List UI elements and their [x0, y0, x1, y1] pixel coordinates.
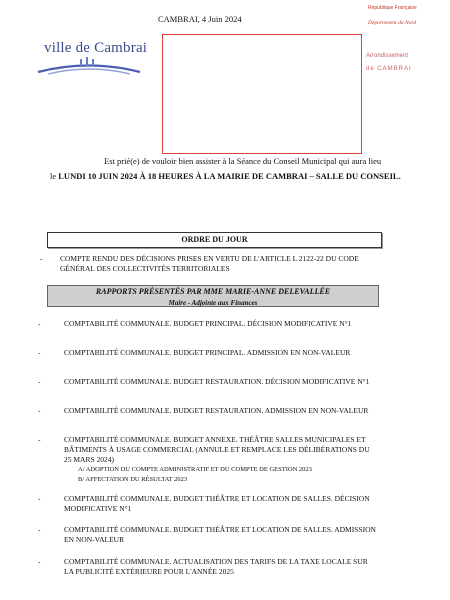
- agenda-item-text: COMPTABILITÉ COMMUNALE. BUDGET PRINCIPAL. ADMISSION EN NON-VALEUR: [64, 348, 351, 357]
- rapports-subtitle: Maire - Adjointe aux Finances: [168, 298, 258, 307]
- compte-rendu-text: COMPTE RENDU DES DÉCISIONS PRISES EN VERTU DE L'ARTICLE L 2122-22 DU CODE GÉNÉRAL DES COLLECTIVITÉS TERRITORIALES: [60, 254, 359, 273]
- letter-date: CAMBRAI, 4 Juin 2024: [158, 14, 242, 24]
- agenda-item: [38, 406, 378, 416]
- item-dash: -: [38, 319, 41, 328]
- meeting-date-suffix: .: [398, 171, 401, 181]
- invitation-paragraph: [50, 154, 420, 184]
- city-logo-text: ville de Cambrai: [44, 40, 148, 56]
- rapports-header: [47, 285, 379, 307]
- agenda-item-text: COMPTABILITÉ COMMUNALE. BUDGET RESTAURATION. ADMISSION EN NON-VALEUR: [64, 406, 369, 415]
- meeting-date: LUNDI 10 JUIN 2024 À 18 HEURES À LA MAIRIE DE CAMBRAI – SALLE DU CONSEIL: [58, 171, 399, 181]
- agenda-item-text: COMPTABILITÉ COMMUNALE. BUDGET ANNEXE. THÉÂTRE SALLES MUNICIPALES ET BÂTIMENTS À USAGE COMMERCIAL (ANNULE ET REMPLACE LES DÉLIBÉRATIONS DU 25 MARS 2024): [64, 435, 370, 464]
- stamp-arrondissement: Arrondissement: [366, 53, 409, 59]
- item-dash: -: [38, 406, 41, 415]
- item-dash: -: [38, 377, 41, 386]
- invitation-line: Est prié(e) de vouloir bien assister à la Séance du Conseil Municipal qui aura lieu: [104, 156, 382, 166]
- compte-rendu-item: [40, 254, 386, 274]
- stamp-republique: République Française: [368, 5, 417, 11]
- agenda-item: [38, 348, 378, 358]
- agenda-item-text: COMPTABILITÉ COMMUNALE. BUDGET PRINCIPAL. DÉCISION MODIFICATIVE N°1: [64, 319, 352, 328]
- item-dash: -: [38, 525, 41, 534]
- agenda-title: ORDRE DU JOUR: [47, 232, 382, 248]
- agenda-item: [38, 557, 378, 577]
- agenda-item: [38, 525, 378, 545]
- agenda-item: [38, 319, 378, 329]
- rapports-title: RAPPORTS PRÉSENTÉS PAR MME MARIE-ANNE DELEVALLÉE: [95, 287, 331, 296]
- item-dash: -: [38, 348, 41, 357]
- item-dash: -: [40, 254, 43, 263]
- item-dash: -: [38, 557, 41, 566]
- agenda-item-text: COMPTABILITÉ COMMUNALE. BUDGET THÉÂTRE ET LOCATION DE SALLES. DÉCISION MODIFICATIVE N°1: [64, 494, 370, 513]
- agenda-item-text: COMPTABILITÉ COMMUNALE. BUDGET RESTAURATION. DÉCISION MODIFICATIVE N°1: [64, 377, 370, 386]
- agenda-subitem: A/ ADOPTION DU COMPTE ADMINISTRATIF ET DU COMPTE DE GESTION 2023: [78, 466, 312, 473]
- stamp-departement: Département du Nord: [368, 20, 417, 26]
- city-logo-icon: [34, 55, 144, 77]
- agenda-item: [38, 377, 378, 387]
- stamp-cambrai: de CAMBRAI: [366, 66, 412, 72]
- agenda-item-text: COMPTABILITÉ COMMUNALE. ACTUALISATION DES TARIFS DE LA TAXE LOCALE SUR LA PUBLICITÉ EXTÉRIEURE POUR L'ANNÉE 2025: [64, 557, 368, 576]
- invitation-prefix: le: [50, 171, 57, 181]
- agenda-item: [38, 435, 378, 485]
- redacted-address-box: [162, 34, 362, 154]
- agenda-item-text: COMPTABILITÉ COMMUNALE. BUDGET THÉÂTRE ET LOCATION DE SALLES. ADMISSION EN NON-VALEUR: [64, 525, 376, 544]
- item-dash: -: [38, 435, 41, 444]
- agenda-subitem: B/ AFFECTATION DU RÉSULTAT 2023: [78, 476, 188, 483]
- agenda-item: [38, 494, 378, 514]
- item-dash: -: [38, 494, 41, 503]
